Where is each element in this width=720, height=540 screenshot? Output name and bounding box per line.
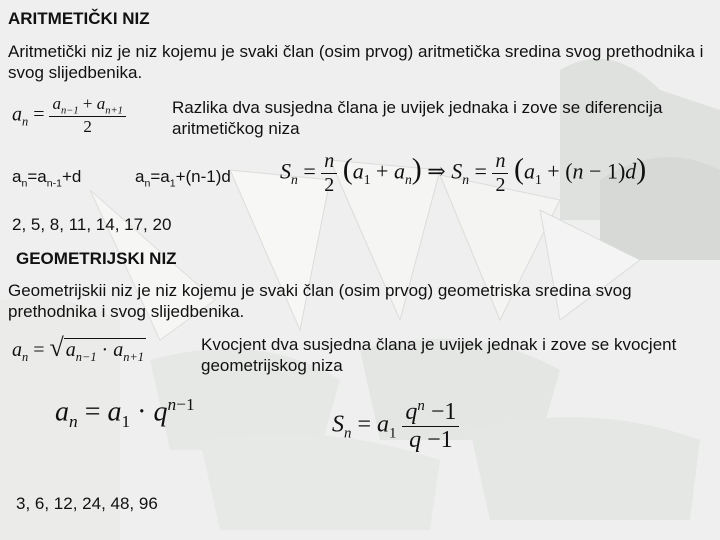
arithmetic-recursive-rule: $a_n=a_{n-1}+d$	[12, 167, 82, 190]
arithmetic-title: ARITMETIČKI NIZ	[8, 9, 150, 28]
arithmetic-mean-formula: $a_n$ = $\frac{a_{n-1} + a_{n+1}}{2}$	[12, 94, 126, 137]
arithmetic-sum-formula: $S_n$ = $\frac{n}{2}$ $(a_1 + a_n)$ ⇒ $S_n$ = $\frac{n}{2}$ $(a_1 + (n - 1)d)$	[280, 150, 647, 196]
arithmetic-difference-text: Razlika dva susjedna člana je uvijek jednaka i zove se diferencija aritmetičkog niza	[172, 98, 663, 138]
geometric-general-rule: $a_n = a_1 \cdot q^{n-1}$	[55, 395, 195, 431]
arithmetic-example: 2, 5, 8, 11, 14, 17, 20	[12, 215, 172, 234]
geometric-definition: Geometrijskii niz je niz kojemu je svaki član (osim prvog) geometriska sredina svog prethodnika i svog slijedbenika.	[8, 281, 632, 321]
geometric-title: GEOMETRIJSKI NIZ	[16, 249, 177, 268]
geometric-sum-formula: $S_n = a_1$ $\frac{q^n -1}{q -1}$	[332, 398, 459, 454]
geometric-mean-formula: $a_n$ = √ $a_{n-1} \cdot a_{n+1}$	[12, 333, 144, 364]
arithmetic-general-rule: $a_n=a_1+(n-1)d$	[135, 167, 231, 190]
arithmetic-definition: Aritmetički niz je niz kojemu je svaki član (osim prvog) aritmetička sredina svog prethodnika i svog slijedbenika.	[8, 42, 704, 82]
geometric-example: 3, 6, 12, 24, 48, 96	[16, 494, 158, 513]
geometric-quotient-text: Kvocjent dva susjedna člana je uvijek jednak i zove se kvocjent geometrijskog niza	[201, 335, 677, 375]
